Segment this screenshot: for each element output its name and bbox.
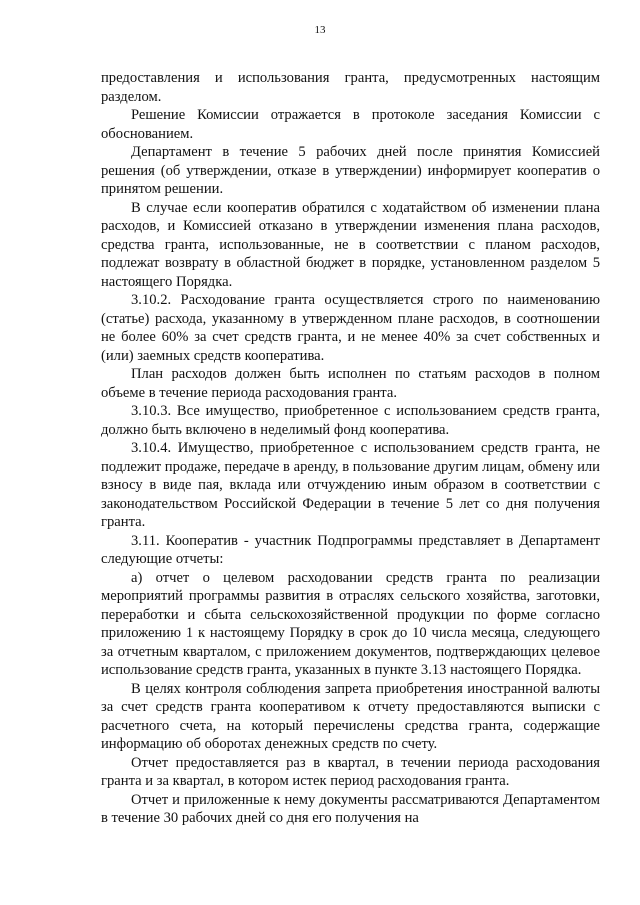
paragraph-10: а) отчет о целевом расходовании средств гранта по реализации мероприятий программы развития в отраслях сельского хозяйства, заготовки, переработки и сбыта сельскохозяйственной продукции по форме согласно приложению 1 к настоящему Порядку в срок до 10 числа месяца, следующего за отчетным кварталом, с приложением документов, подтверждающих целевое использование средств гранта, указанных в пункте 3.13 настоящего Порядка.: [101, 569, 600, 678]
paragraph-8: 3.10.4. Имущество, приобретенное с использованием средств гранта, не подлежит продаже, передаче в аренду, в пользование другим лицам, обмену или взносу в виде пая, вклада или отчуждению иным образом в соответствии с законодательством Российской Федерации в течение 5 лет со дня получения гранта.: [101, 440, 600, 530]
paragraph-1: предоставления и использования гранта, предусмотренных настоящим разделом.: [101, 70, 600, 105]
paragraph-2: Решение Комиссии отражается в протоколе заседания Комиссии с обоснованием.: [101, 107, 600, 142]
paragraph-12: Отчет предоставляется раз в квартал, в течении периода расходования гранта и за квартал, в котором истек период расходования гранта.: [101, 754, 600, 789]
paragraph-11: В целях контроля соблюдения запрета приобретения иностранной валюты за счет средств гранта кооперативом к отчету предоставляются выписки с расчетного счета, на который перечислены средства гранта, содержащие информацию об оборотах денежных средств по счету.: [101, 680, 600, 752]
paragraph-4: В случае если кооператив обратился с ходатайством об изменении плана расходов, и Комиссией отказано в утверждении изменения плана расходов, средства гранта, использованные, не в соответствии с планом расходов, подлежат возврату в областной бюджет в порядке, установленном разделом 5 настоящего Порядка.: [101, 199, 600, 290]
paragraph-9: 3.11. Кооператив - участник Подпрограммы представляет в Департамент следующие отчеты:: [101, 532, 600, 567]
page-number: 13: [314, 24, 326, 36]
paragraph-6: План расходов должен быть исполнен по статьям расходов в полном объеме в течение периода расходования гранта.: [101, 366, 600, 401]
document-body: [101, 69, 600, 828]
paragraph-13: Отчет и приложенные к нему документы рассматриваются Департаментом в течение 30 рабочих дней со дня его получения на: [101, 791, 600, 826]
paragraph-5: 3.10.2. Расходование гранта осуществляется строго по наименованию (статье) расхода, указанному в утвержденном плане расходов, в соотношении не более 60% за счет средств гранта, и не менее 40% за счет собственных и (или) заемных средств кооператива.: [101, 292, 600, 364]
paragraph-3: Департамент в течение 5 рабочих дней после принятия Комиссией решения (об утверждении, отказе в утверждении) информирует кооператив о принятом решении.: [101, 144, 600, 197]
paragraph-7: 3.10.3. Все имущество, приобретенное с использованием средств гранта, должно быть включено в неделимый фонд кооператива.: [101, 403, 600, 438]
